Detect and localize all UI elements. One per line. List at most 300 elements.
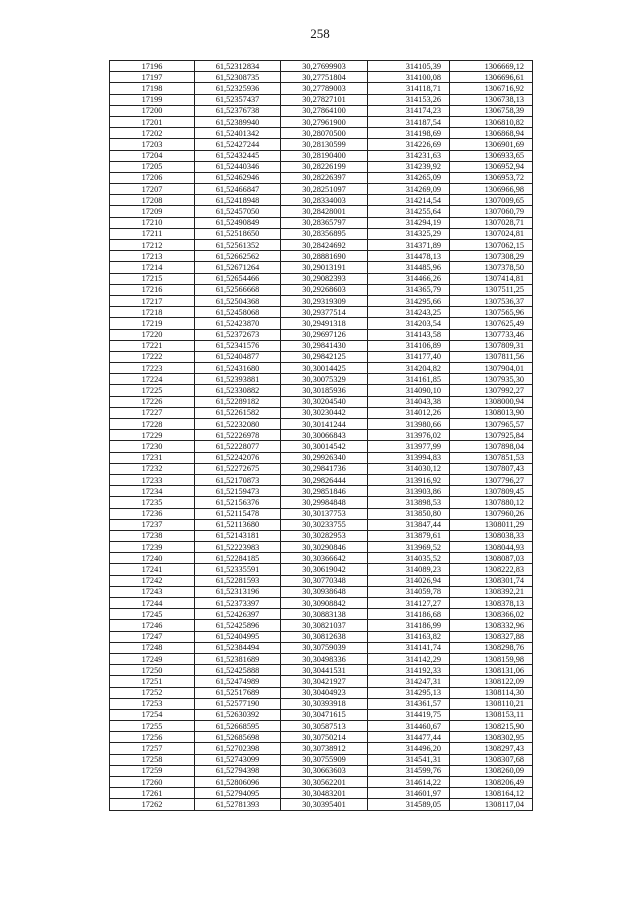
y-coordinate-cell: 1308327,88 [450, 631, 533, 642]
point-number-cell: 17246 [110, 620, 195, 631]
point-number-cell: 17241 [110, 564, 195, 575]
point-number-cell: 17203 [110, 139, 195, 150]
table-row [110, 295, 533, 306]
y-coordinate-cell: 1307809,31 [450, 340, 533, 351]
latitude-cell: 61,52685698 [195, 732, 281, 743]
point-number-cell: 17210 [110, 217, 195, 228]
table-row [110, 217, 533, 228]
longitude-cell: 30,30393918 [281, 698, 368, 709]
y-coordinate-cell: 1307851,53 [450, 452, 533, 463]
point-number-cell: 17253 [110, 698, 195, 709]
table-row [110, 575, 533, 586]
point-number-cell: 17254 [110, 709, 195, 720]
longitude-cell: 30,30738912 [281, 743, 368, 754]
y-coordinate-cell: 1307060,79 [450, 206, 533, 217]
x-coordinate-cell: 314174,23 [368, 105, 450, 116]
x-coordinate-cell: 314365,79 [368, 284, 450, 295]
longitude-cell: 30,29013191 [281, 262, 368, 273]
y-coordinate-cell: 1308378,13 [450, 598, 533, 609]
table-row [110, 128, 533, 139]
y-coordinate-cell: 1306810,82 [450, 116, 533, 127]
x-coordinate-cell: 314599,76 [368, 765, 450, 776]
x-coordinate-cell: 314614,22 [368, 777, 450, 788]
longitude-cell: 30,30290846 [281, 542, 368, 553]
point-number-cell: 17243 [110, 586, 195, 597]
latitude-cell: 61,52490849 [195, 217, 281, 228]
y-coordinate-cell: 1308087,03 [450, 553, 533, 564]
latitude-cell: 61,52242076 [195, 452, 281, 463]
table-row [110, 586, 533, 597]
point-number-cell: 17209 [110, 206, 195, 217]
x-coordinate-cell: 314496,20 [368, 743, 450, 754]
longitude-cell: 30,30750214 [281, 732, 368, 743]
table-row [110, 530, 533, 541]
latitude-cell: 61,52381689 [195, 653, 281, 664]
point-number-cell: 17248 [110, 642, 195, 653]
longitude-cell: 30,30233755 [281, 519, 368, 530]
table-row [110, 374, 533, 385]
latitude-cell: 61,52232080 [195, 419, 281, 430]
longitude-cell: 30,29826444 [281, 474, 368, 485]
x-coordinate-cell: 314477,44 [368, 732, 450, 743]
table-row [110, 329, 533, 340]
longitude-cell: 30,30421927 [281, 676, 368, 687]
point-number-cell: 17201 [110, 116, 195, 127]
longitude-cell: 30,29926340 [281, 452, 368, 463]
point-number-cell: 17202 [110, 128, 195, 139]
point-number-cell: 17257 [110, 743, 195, 754]
y-coordinate-cell: 1308044,93 [450, 542, 533, 553]
latitude-cell: 61,52170873 [195, 474, 281, 485]
latitude-cell: 61,52289182 [195, 396, 281, 407]
table-row [110, 609, 533, 620]
table-row [110, 385, 533, 396]
latitude-cell: 61,52404995 [195, 631, 281, 642]
y-coordinate-cell: 1307796,27 [450, 474, 533, 485]
longitude-cell: 30,30075329 [281, 374, 368, 385]
point-number-cell: 17223 [110, 363, 195, 374]
x-coordinate-cell: 314294,19 [368, 217, 450, 228]
longitude-cell: 30,28226199 [281, 161, 368, 172]
latitude-cell: 61,52566668 [195, 284, 281, 295]
table-row [110, 698, 533, 709]
longitude-cell: 30,30230442 [281, 407, 368, 418]
table-row [110, 564, 533, 575]
longitude-cell: 30,29851846 [281, 486, 368, 497]
point-number-cell: 17238 [110, 530, 195, 541]
longitude-cell: 30,29491318 [281, 318, 368, 329]
x-coordinate-cell: 314255,64 [368, 206, 450, 217]
x-coordinate-cell: 314030,12 [368, 463, 450, 474]
longitude-cell: 30,30562201 [281, 777, 368, 788]
y-coordinate-cell: 1308301,74 [450, 575, 533, 586]
latitude-cell: 61,52223983 [195, 542, 281, 553]
point-number-cell: 17224 [110, 374, 195, 385]
y-coordinate-cell: 1308122,09 [450, 676, 533, 687]
table-row [110, 419, 533, 430]
x-coordinate-cell: 314460,67 [368, 721, 450, 732]
longitude-cell: 30,28428001 [281, 206, 368, 217]
x-coordinate-cell: 314239,92 [368, 161, 450, 172]
y-coordinate-cell: 1307809,45 [450, 486, 533, 497]
y-coordinate-cell: 1306758,39 [450, 105, 533, 116]
point-number-cell: 17207 [110, 184, 195, 195]
y-coordinate-cell: 1306696,61 [450, 72, 533, 83]
x-coordinate-cell: 314118,71 [368, 83, 450, 94]
point-number-cell: 17216 [110, 284, 195, 295]
x-coordinate-cell: 313994,83 [368, 452, 450, 463]
y-coordinate-cell: 1308215,90 [450, 721, 533, 732]
table-row [110, 553, 533, 564]
point-number-cell: 17217 [110, 295, 195, 306]
x-coordinate-cell: 314141,74 [368, 642, 450, 653]
table-row [110, 396, 533, 407]
table-row [110, 251, 533, 262]
longitude-cell: 30,30759039 [281, 642, 368, 653]
longitude-cell: 30,30404923 [281, 687, 368, 698]
x-coordinate-cell: 313903,86 [368, 486, 450, 497]
x-coordinate-cell: 314106,89 [368, 340, 450, 351]
longitude-cell: 30,28251097 [281, 184, 368, 195]
point-number-cell: 17250 [110, 665, 195, 676]
table-row [110, 497, 533, 508]
y-coordinate-cell: 1307024,81 [450, 228, 533, 239]
latitude-cell: 61,52561352 [195, 240, 281, 251]
longitude-cell: 30,30014542 [281, 441, 368, 452]
latitude-cell: 61,52702398 [195, 743, 281, 754]
longitude-cell: 30,29377514 [281, 307, 368, 318]
table-row [110, 508, 533, 519]
y-coordinate-cell: 1307733,46 [450, 329, 533, 340]
y-coordinate-cell: 1308307,68 [450, 754, 533, 765]
longitude-cell: 30,30812638 [281, 631, 368, 642]
latitude-cell: 61,52401342 [195, 128, 281, 139]
point-number-cell: 17205 [110, 161, 195, 172]
table-row [110, 184, 533, 195]
x-coordinate-cell: 313980,66 [368, 419, 450, 430]
y-coordinate-cell: 1308038,33 [450, 530, 533, 541]
x-coordinate-cell: 314089,23 [368, 564, 450, 575]
table-row [110, 228, 533, 239]
latitude-cell: 61,52376738 [195, 105, 281, 116]
x-coordinate-cell: 314153,26 [368, 94, 450, 105]
point-number-cell: 17200 [110, 105, 195, 116]
x-coordinate-cell: 314231,63 [368, 150, 450, 161]
y-coordinate-cell: 1308159,98 [450, 653, 533, 664]
table-row [110, 687, 533, 698]
table-row [110, 665, 533, 676]
longitude-cell: 30,29319309 [281, 295, 368, 306]
table-row [110, 486, 533, 497]
x-coordinate-cell: 314187,54 [368, 116, 450, 127]
point-number-cell: 17252 [110, 687, 195, 698]
x-coordinate-cell: 314478,13 [368, 251, 450, 262]
table-row [110, 116, 533, 127]
longitude-cell: 30,27827101 [281, 94, 368, 105]
point-number-cell: 17255 [110, 721, 195, 732]
latitude-cell: 61,52159473 [195, 486, 281, 497]
longitude-cell: 30,29841736 [281, 463, 368, 474]
x-coordinate-cell: 313847,44 [368, 519, 450, 530]
longitude-cell: 30,27751804 [281, 72, 368, 83]
y-coordinate-cell: 1307536,37 [450, 295, 533, 306]
latitude-cell: 61,52312834 [195, 61, 281, 72]
latitude-cell: 61,52228077 [195, 441, 281, 452]
coordinates-table-body [110, 61, 533, 811]
longitude-cell: 30,29984848 [281, 497, 368, 508]
latitude-cell: 61,52330882 [195, 385, 281, 396]
latitude-cell: 61,52432445 [195, 150, 281, 161]
longitude-cell: 30,30204540 [281, 396, 368, 407]
latitude-cell: 61,52743099 [195, 754, 281, 765]
latitude-cell: 61,52335591 [195, 564, 281, 575]
x-coordinate-cell: 313916,92 [368, 474, 450, 485]
coordinates-table [109, 60, 533, 811]
point-number-cell: 17206 [110, 172, 195, 183]
x-coordinate-cell: 314371,89 [368, 240, 450, 251]
longitude-cell: 30,27699903 [281, 61, 368, 72]
y-coordinate-cell: 1306669,12 [450, 61, 533, 72]
latitude-cell: 61,52806096 [195, 777, 281, 788]
point-number-cell: 17219 [110, 318, 195, 329]
x-coordinate-cell: 314090,10 [368, 385, 450, 396]
latitude-cell: 61,52372673 [195, 329, 281, 340]
table-row [110, 351, 533, 362]
point-number-cell: 17197 [110, 72, 195, 83]
table-row [110, 72, 533, 83]
longitude-cell: 30,30821037 [281, 620, 368, 631]
latitude-cell: 61,52357437 [195, 94, 281, 105]
y-coordinate-cell: 1307511,25 [450, 284, 533, 295]
point-number-cell: 17220 [110, 329, 195, 340]
x-coordinate-cell: 314325,29 [368, 228, 450, 239]
x-coordinate-cell: 314203,54 [368, 318, 450, 329]
longitude-cell: 30,30663603 [281, 765, 368, 776]
point-number-cell: 17251 [110, 676, 195, 687]
table-row [110, 676, 533, 687]
table-row [110, 206, 533, 217]
latitude-cell: 61,52457050 [195, 206, 281, 217]
y-coordinate-cell: 1307807,43 [450, 463, 533, 474]
y-coordinate-cell: 1307378,50 [450, 262, 533, 273]
latitude-cell: 61,52466847 [195, 184, 281, 195]
table-row [110, 273, 533, 284]
longitude-cell: 30,30366642 [281, 553, 368, 564]
table-row [110, 150, 533, 161]
latitude-cell: 61,52426397 [195, 609, 281, 620]
table-row [110, 363, 533, 374]
point-number-cell: 17247 [110, 631, 195, 642]
point-number-cell: 17234 [110, 486, 195, 497]
y-coordinate-cell: 1307965,57 [450, 419, 533, 430]
table-row [110, 262, 533, 273]
table-row [110, 721, 533, 732]
y-coordinate-cell: 1308392,21 [450, 586, 533, 597]
y-coordinate-cell: 1307625,49 [450, 318, 533, 329]
longitude-cell: 30,30395401 [281, 799, 368, 810]
table-row [110, 519, 533, 530]
longitude-cell: 30,30619042 [281, 564, 368, 575]
longitude-cell: 30,28130599 [281, 139, 368, 150]
y-coordinate-cell: 1307904,01 [450, 363, 533, 374]
y-coordinate-cell: 1306953,72 [450, 172, 533, 183]
longitude-cell: 30,30755909 [281, 754, 368, 765]
point-number-cell: 17226 [110, 396, 195, 407]
x-coordinate-cell: 314541,31 [368, 754, 450, 765]
table-row [110, 105, 533, 116]
latitude-cell: 61,52794095 [195, 788, 281, 799]
x-coordinate-cell: 314295,13 [368, 687, 450, 698]
y-coordinate-cell: 1308000,94 [450, 396, 533, 407]
x-coordinate-cell: 314466,26 [368, 273, 450, 284]
table-row [110, 463, 533, 474]
latitude-cell: 61,52474989 [195, 676, 281, 687]
longitude-cell: 30,28424692 [281, 240, 368, 251]
y-coordinate-cell: 1306952,94 [450, 161, 533, 172]
y-coordinate-cell: 1308297,43 [450, 743, 533, 754]
point-number-cell: 17199 [110, 94, 195, 105]
table-row [110, 754, 533, 765]
x-coordinate-cell: 314226,69 [368, 139, 450, 150]
y-coordinate-cell: 1307925,84 [450, 430, 533, 441]
x-coordinate-cell: 314361,57 [368, 698, 450, 709]
point-number-cell: 17230 [110, 441, 195, 452]
longitude-cell: 30,27789003 [281, 83, 368, 94]
y-coordinate-cell: 1308302,95 [450, 732, 533, 743]
point-number-cell: 17256 [110, 732, 195, 743]
x-coordinate-cell: 314186,68 [368, 609, 450, 620]
latitude-cell: 61,52115478 [195, 508, 281, 519]
table-row [110, 474, 533, 485]
longitude-cell: 30,29841430 [281, 340, 368, 351]
point-number-cell: 17211 [110, 228, 195, 239]
y-coordinate-cell: 1307414,81 [450, 273, 533, 284]
y-coordinate-cell: 1308298,76 [450, 642, 533, 653]
latitude-cell: 61,52261582 [195, 407, 281, 418]
latitude-cell: 61,52143181 [195, 530, 281, 541]
table-row [110, 407, 533, 418]
longitude-cell: 30,30141244 [281, 419, 368, 430]
x-coordinate-cell: 314269,09 [368, 184, 450, 195]
table-row [110, 139, 533, 150]
y-coordinate-cell: 1307811,56 [450, 351, 533, 362]
point-number-cell: 17233 [110, 474, 195, 485]
x-coordinate-cell: 314012,26 [368, 407, 450, 418]
point-number-cell: 17227 [110, 407, 195, 418]
longitude-cell: 30,29082393 [281, 273, 368, 284]
point-number-cell: 17198 [110, 83, 195, 94]
x-coordinate-cell: 314177,40 [368, 351, 450, 362]
x-coordinate-cell: 314485,96 [368, 262, 450, 273]
point-number-cell: 17214 [110, 262, 195, 273]
latitude-cell: 61,52668595 [195, 721, 281, 732]
x-coordinate-cell: 314192,33 [368, 665, 450, 676]
longitude-cell: 30,30137753 [281, 508, 368, 519]
y-coordinate-cell: 1308011,29 [450, 519, 533, 530]
table-row [110, 452, 533, 463]
latitude-cell: 61,52284185 [195, 553, 281, 564]
point-number-cell: 17228 [110, 419, 195, 430]
table-row [110, 94, 533, 105]
longitude-cell: 30,30770348 [281, 575, 368, 586]
x-coordinate-cell: 314059,78 [368, 586, 450, 597]
x-coordinate-cell: 313850,80 [368, 508, 450, 519]
latitude-cell: 61,52425888 [195, 665, 281, 676]
longitude-cell: 30,28881690 [281, 251, 368, 262]
longitude-cell: 30,28365797 [281, 217, 368, 228]
table-row [110, 284, 533, 295]
longitude-cell: 30,28226397 [281, 172, 368, 183]
y-coordinate-cell: 1306966,98 [450, 184, 533, 195]
longitude-cell: 30,28190400 [281, 150, 368, 161]
point-number-cell: 17204 [110, 150, 195, 161]
y-coordinate-cell: 1307028,71 [450, 217, 533, 228]
longitude-cell: 30,27961900 [281, 116, 368, 127]
x-coordinate-cell: 314295,66 [368, 295, 450, 306]
table-row [110, 195, 533, 206]
latitude-cell: 61,52458068 [195, 307, 281, 318]
table-row [110, 598, 533, 609]
longitude-cell: 30,30938648 [281, 586, 368, 597]
y-coordinate-cell: 1306901,69 [450, 139, 533, 150]
longitude-cell: 30,30282953 [281, 530, 368, 541]
x-coordinate-cell: 314100,08 [368, 72, 450, 83]
point-number-cell: 17213 [110, 251, 195, 262]
y-coordinate-cell: 1306933,65 [450, 150, 533, 161]
y-coordinate-cell: 1308131,06 [450, 665, 533, 676]
point-number-cell: 17239 [110, 542, 195, 553]
latitude-cell: 61,52431680 [195, 363, 281, 374]
longitude-cell: 30,29697126 [281, 329, 368, 340]
latitude-cell: 61,52281593 [195, 575, 281, 586]
point-number-cell: 17232 [110, 463, 195, 474]
y-coordinate-cell: 1306868,94 [450, 128, 533, 139]
point-number-cell: 17236 [110, 508, 195, 519]
longitude-cell: 30,30498336 [281, 653, 368, 664]
point-number-cell: 17229 [110, 430, 195, 441]
latitude-cell: 61,52518650 [195, 228, 281, 239]
x-coordinate-cell: 314035,52 [368, 553, 450, 564]
x-coordinate-cell: 313898,53 [368, 497, 450, 508]
y-coordinate-cell: 1307880,12 [450, 497, 533, 508]
y-coordinate-cell: 1308164,12 [450, 788, 533, 799]
x-coordinate-cell: 314026,94 [368, 575, 450, 586]
longitude-cell: 30,27864100 [281, 105, 368, 116]
table-row [110, 83, 533, 94]
y-coordinate-cell: 1307935,30 [450, 374, 533, 385]
longitude-cell: 30,30471615 [281, 709, 368, 720]
latitude-cell: 61,52654466 [195, 273, 281, 284]
x-coordinate-cell: 314186,99 [368, 620, 450, 631]
x-coordinate-cell: 314265,09 [368, 172, 450, 183]
point-number-cell: 17262 [110, 799, 195, 810]
y-coordinate-cell: 1307960,26 [450, 508, 533, 519]
latitude-cell: 61,52373397 [195, 598, 281, 609]
x-coordinate-cell: 314247,31 [368, 676, 450, 687]
table-row [110, 430, 533, 441]
latitude-cell: 61,52156376 [195, 497, 281, 508]
point-number-cell: 17221 [110, 340, 195, 351]
table-row [110, 732, 533, 743]
y-coordinate-cell: 1308013,90 [450, 407, 533, 418]
point-number-cell: 17259 [110, 765, 195, 776]
table-row [110, 653, 533, 664]
latitude-cell: 61,52325936 [195, 83, 281, 94]
y-coordinate-cell: 1307992,27 [450, 385, 533, 396]
y-coordinate-cell: 1308114,30 [450, 687, 533, 698]
table-row [110, 318, 533, 329]
y-coordinate-cell: 1308332,96 [450, 620, 533, 631]
